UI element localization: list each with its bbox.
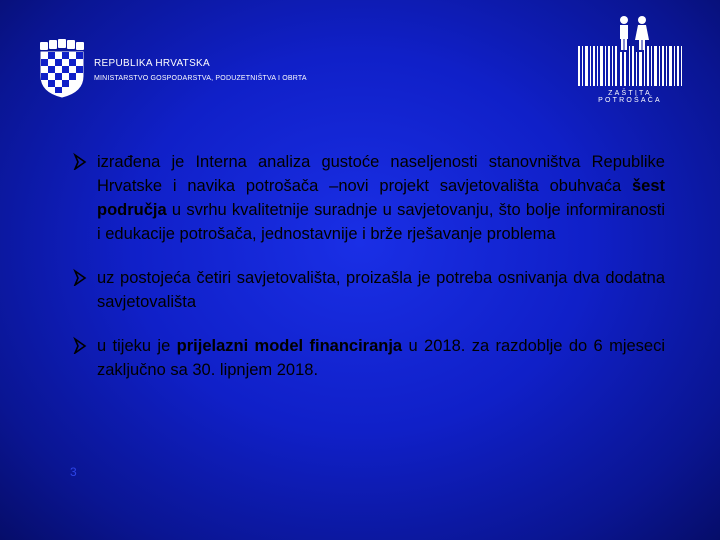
arrow-bullet-icon — [73, 334, 91, 361]
bullet-text — [97, 150, 665, 246]
text-run: uz postojeća četiri savjetovališta, proizašla je potreba osnivanja dva dodatna savjetovališta — [97, 269, 665, 311]
page-number: 3 — [70, 465, 77, 479]
croatian-coat-of-arms-icon — [38, 38, 86, 98]
text-run: u 2018. za razdoblje do 6 mjeseci zaključno sa 30. lipnjem 2018. — [97, 337, 666, 379]
bullet-list — [73, 150, 665, 382]
text-run: u tijeku je — [97, 337, 177, 355]
logo-caption: ZAŠTITA POTROŠAČA — [598, 90, 662, 104]
bullet-text — [97, 334, 665, 382]
text-run-bold: prijelazni model financiranja — [176, 337, 403, 355]
bullet-item — [73, 150, 665, 246]
arrow-bullet-icon — [73, 150, 91, 177]
arrow-bullet-icon — [73, 266, 91, 293]
text-run-bold: šest područja — [97, 177, 665, 219]
bullet-text — [97, 266, 665, 314]
org-name: REPUBLIKA HRVATSKA — [94, 58, 210, 69]
bullet-item — [73, 266, 665, 314]
organization-block — [94, 58, 307, 82]
consumer-protection-logo — [576, 14, 684, 104]
ministry-name: MINISTARSTVO GOSPODARSTVA, PODUZETNIŠTVA I OBRTA — [94, 75, 307, 82]
bullet-item — [73, 334, 665, 382]
text-run: izrađena je Interna analiza gustoće naseljenosti stanovništva Republike Hrvatske i navika potrošača –novi projekt savjetovališta obuhvaća — [97, 153, 665, 195]
text-run: u svrhu kvalitetnije suradnje u savjetovanju, što bolje informiranosti i edukacije potrošača, jednostavnije i brže rješavanje problema — [97, 201, 665, 243]
barcode-people-icon — [576, 14, 684, 90]
slide-header — [0, 0, 720, 120]
